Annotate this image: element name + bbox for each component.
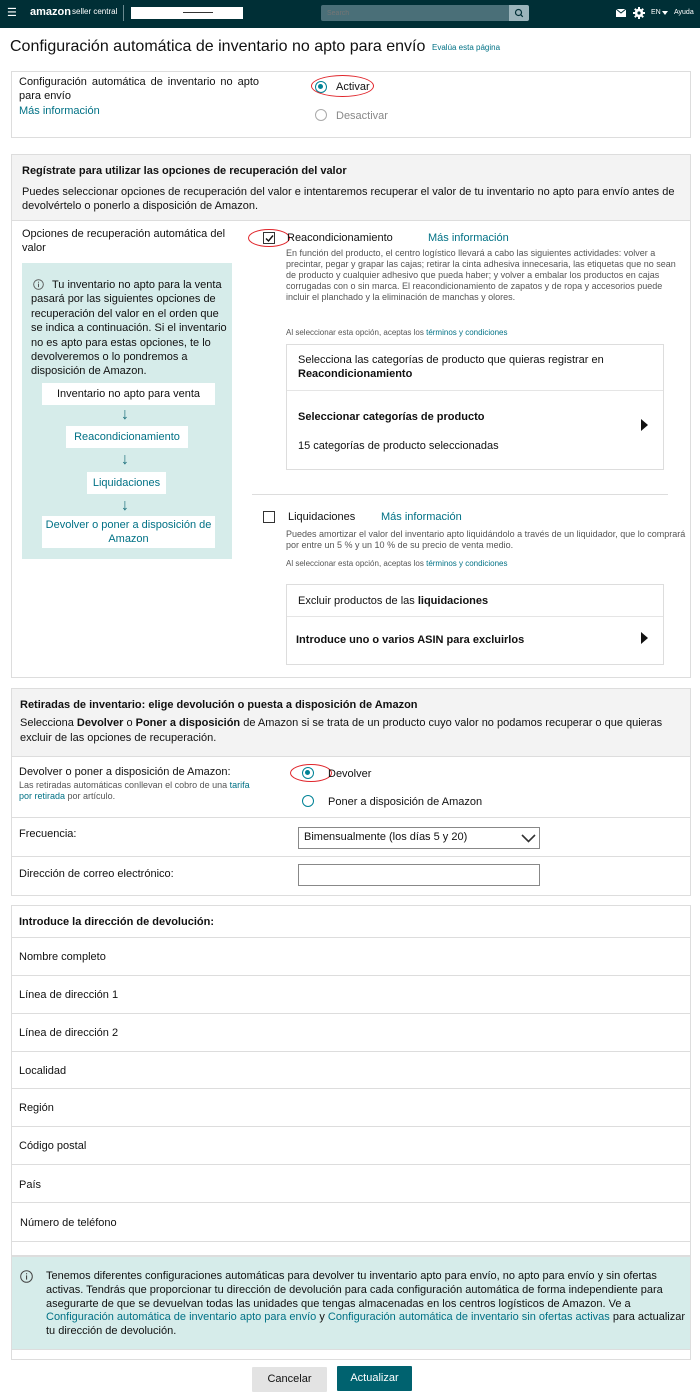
divider xyxy=(287,390,663,391)
return-dispose-label: Devolver o poner a disposición de Amazon: xyxy=(19,766,231,778)
return-label[interactable]: Devolver xyxy=(328,768,372,780)
removals-header-title: Retiradas de inventario: elige devolución o puesta a disposición de Amazon xyxy=(20,699,418,711)
divider xyxy=(11,756,691,757)
arrow-down-icon: ↓ xyxy=(121,406,129,423)
divider xyxy=(123,5,124,21)
notice-text: Tenemos diferentes configuraciones automáticas para devolver tu inventario apto para envío, no apto para envío y sin ofertas activas. Tendrás que proporcionar tu dirección de devolución para cada configuración automática de forma independiente para asegurarte de que se devuelvan todas las unidades que tengas almacenadas en los centros logísticos de Amazon. Ve a Configuración automática de inventario apto para envío y Configuración automática de inventario sin ofertas activas para actualizar tu dirección de devolución. xyxy=(46,1270,686,1338)
divider xyxy=(11,1088,691,1089)
chevron-down-icon xyxy=(521,834,536,843)
divider xyxy=(11,1013,691,1014)
menu-icon[interactable]: ☰ xyxy=(7,7,17,19)
liquidation-terms: Al seleccionar esta opción, aceptas los términos y condiciones xyxy=(286,559,508,568)
rate-page-link[interactable]: Evalúa esta página xyxy=(432,43,501,52)
select-categories-link[interactable]: Seleccionar categorías de producto xyxy=(298,411,485,423)
categories-count: 15 categorías de producto seleccionadas xyxy=(298,440,499,452)
divider xyxy=(11,937,691,938)
asin-exclusion-link[interactable]: Introduce uno o varios ASIN para excluirlos xyxy=(296,634,525,646)
more-info-link[interactable]: Más información xyxy=(19,105,100,117)
divider xyxy=(11,817,691,818)
mail-icon[interactable] xyxy=(616,9,626,17)
gear-icon[interactable] xyxy=(633,7,645,19)
auto-config-label: Configuración automática de inventario no apto para envío xyxy=(19,76,259,102)
search-input[interactable] xyxy=(321,5,509,21)
divider xyxy=(11,1051,691,1052)
liquidation-label[interactable]: Liquidaciones xyxy=(288,511,356,523)
removal-fee-note: Las retiradas automáticas conllevan el cobro de una tarifa por retirada por artículo. xyxy=(19,780,250,801)
dispose-radio[interactable] xyxy=(302,795,314,807)
liquidation-more-info-link[interactable]: Más información xyxy=(381,511,462,523)
language-selector[interactable]: EN xyxy=(651,9,661,16)
address-field-region[interactable]: Región xyxy=(19,1102,54,1114)
arrow-down-icon: ↓ xyxy=(121,497,129,514)
recovery-options-label: Opciones de recuperación automática del valor xyxy=(22,228,226,254)
exclusion-prompt: Excluir productos de las liquidaciones xyxy=(298,595,489,607)
address-field-line2[interactable]: Línea de dirección 2 xyxy=(19,1027,119,1039)
deactivate-label[interactable]: Desactivar xyxy=(336,110,388,122)
search-button[interactable] xyxy=(509,5,529,21)
address-field-postal-code[interactable]: Código postal xyxy=(19,1140,87,1152)
chevron-down-icon xyxy=(662,11,668,15)
refurbish-desc: En función del producto, el centro logístico llevará a cabo las siguientes actividades: volver a precintar, pegar y grapar las cajas; retirar la cinta adhesiva innecesaria, las etiquetas que no sean de producto y cualquier adhesivo que pueda haber; y volver a embalar los productos en cajas corrugadas con o sin marca. El reacondicionamiento de zapatos y de ropa y accesorios puede incluir el planchado y la eliminación de manchas y olores. xyxy=(286,248,676,302)
notice-bottom-strip xyxy=(11,1350,691,1360)
refurbish-terms: Al seleccionar esta opción, aceptas los términos y condiciones xyxy=(286,328,508,337)
address-field-full-name[interactable]: Nombre completo xyxy=(19,951,106,963)
redacted-bar xyxy=(183,12,213,13)
divider xyxy=(11,1164,691,1165)
recovery-header-desc: Puedes seleccionar opciones de recuperación del valor e intentaremos recuperar el valor de tu inventario no apto para envío antes de devolvértelo o ponerlo a disposición de Amazon. xyxy=(22,186,675,212)
address-field-city[interactable]: Localidad xyxy=(19,1065,67,1077)
info-icon xyxy=(20,1270,33,1283)
category-prompt: Selecciona las categorías de producto que quieras registrar en Reacondicionamiento xyxy=(298,354,604,380)
recovery-flow-info: Tu inventario no apto para la venta pasará por las siguientes opciones de recuperación del valor en el orden que se indica a continuación. Si el inventario no es apto para estas opciones, te lo devolveremos o lo pondremos a disposición de Amazon. xyxy=(31,279,227,378)
address-field-line1[interactable]: Línea de dirección 1 xyxy=(19,989,119,1001)
removals-header-desc: Selecciona Devolver o Poner a disposición de Amazon si se trata de un producto cuyo valor no podamos recuperar o que quieras excluir de las opciones de recuperación. xyxy=(20,717,663,744)
frequency-value: Bimensualmente (los días 5 y 20) xyxy=(304,831,468,843)
highlight-ring xyxy=(248,229,290,247)
highlight-ring xyxy=(311,75,374,97)
highlight-ring xyxy=(290,764,332,782)
chevron-right-icon[interactable] xyxy=(641,419,648,431)
sellable-config-link[interactable]: Configuración automática de inventario apto para envío xyxy=(46,1311,317,1324)
address-field-phone[interactable]: Número de teléfono xyxy=(20,1217,117,1229)
liquidation-desc: Puedes amortizar el valor del inventario apto liquidándolo a través de un liquidador, que lo comprará por entre un 5 % y un 10 % de su precio de venta medio. xyxy=(286,529,686,550)
flow-step-unsellable: Inventario no apto para venta xyxy=(42,383,215,405)
divider xyxy=(252,494,668,495)
address-title: Introduce la dirección de devolución: xyxy=(19,916,214,928)
flow-step-return-dispose: Devolver o poner a disposición de Amazon xyxy=(42,516,215,548)
top-navigation-bar xyxy=(0,0,700,28)
divider xyxy=(11,220,691,221)
divider xyxy=(11,856,691,857)
search-icon xyxy=(509,5,529,21)
address-panel xyxy=(11,905,691,1256)
terms-link[interactable]: términos y condiciones xyxy=(426,559,508,568)
frequency-label: Frecuencia: xyxy=(19,828,77,840)
divider xyxy=(11,1241,691,1242)
divider xyxy=(11,1202,691,1203)
removal-fee-link[interactable]: tarifa por retirada xyxy=(19,780,250,801)
no-offers-config-link[interactable]: Configuración automática de inventario sin ofertas activas xyxy=(327,1311,610,1324)
email-label: Dirección de correo electrónico: xyxy=(19,868,174,880)
arrow-down-icon: ↓ xyxy=(121,451,129,468)
amazon-logo[interactable]: amazon xyxy=(30,6,71,18)
divider xyxy=(287,616,663,617)
update-button[interactable]: Actualizar xyxy=(337,1366,412,1391)
terms-link[interactable]: términos y condiciones xyxy=(426,328,508,337)
frequency-select[interactable] xyxy=(298,827,540,849)
page-title: Configuración automática de inventario no apto para envío xyxy=(10,38,426,55)
email-input[interactable] xyxy=(298,864,540,886)
liquidation-checkbox[interactable] xyxy=(263,511,275,523)
cancel-button[interactable]: Cancelar xyxy=(252,1367,327,1392)
refurbish-more-info-link[interactable]: Más información xyxy=(428,232,509,244)
account-switcher[interactable] xyxy=(131,7,243,19)
help-link[interactable]: Ayuda xyxy=(674,9,694,16)
flow-step-refurbish: Reacondicionamiento xyxy=(66,426,188,448)
chevron-right-icon[interactable] xyxy=(641,632,648,644)
refurbish-label[interactable]: Reacondicionamiento xyxy=(287,232,393,244)
flow-step-liquidation: Liquidaciones xyxy=(87,472,166,494)
seller-central-label: seller central xyxy=(72,7,118,16)
address-field-country[interactable]: País xyxy=(19,1179,42,1191)
activate-label[interactable]: Activar xyxy=(336,81,370,93)
divider xyxy=(11,1126,691,1127)
deactivate-radio[interactable] xyxy=(315,109,327,121)
dispose-label[interactable]: Poner a disposición de Amazon xyxy=(328,796,483,808)
recovery-header-title: Regístrate para utilizar las opciones de recuperación del valor xyxy=(22,165,347,177)
divider xyxy=(11,975,691,976)
